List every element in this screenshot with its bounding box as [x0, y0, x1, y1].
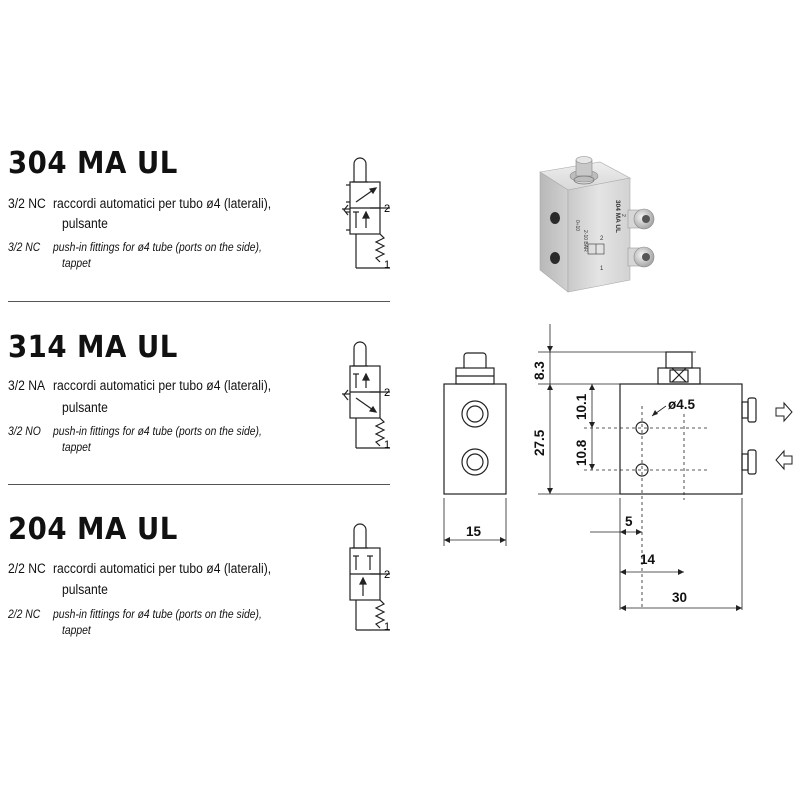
- valve-code-en: 3/2 NC: [8, 242, 41, 254]
- photo-pressure-label: 2-10 BAR: [582, 230, 588, 252]
- dim-width-30: 30: [672, 590, 688, 605]
- photo-port2-label: 2: [600, 236, 604, 242]
- dim-height-10-1: 10.1: [574, 393, 589, 420]
- description-en-line1: push-in fittings for ø4 tube (ports on the side),: [53, 242, 262, 254]
- port-2-label: 2: [384, 569, 391, 581]
- description-it-line1: raccordi automatici per tubo ø4 (laterali),: [53, 378, 272, 393]
- valve-code-it: 3/2 NC: [8, 196, 46, 211]
- product-title: 204 MA UL: [8, 512, 178, 547]
- push-in-fitting-icon: [628, 209, 654, 229]
- description-en-line1: push-in fittings for ø4 tube (ports on the side),: [53, 609, 262, 621]
- description-it-line1: raccordi automatici per tubo ø4 (laterali),: [53, 561, 272, 576]
- description-en-line2: tappet: [62, 258, 91, 270]
- dim-height-27-5: 27.5: [532, 429, 547, 456]
- port-1-label: 1: [384, 621, 391, 633]
- product-photo: [520, 140, 700, 310]
- valve-symbol-204: [320, 518, 400, 642]
- description-it: [8, 561, 271, 577]
- dim-hole-diameter: ø4.5: [668, 397, 696, 412]
- valve-code-en: 3/2 NO: [8, 426, 41, 438]
- port-2-label: 2: [384, 387, 391, 399]
- valve-code-en: 2/2 NC: [8, 609, 41, 621]
- dim-offset-14: 14: [640, 552, 656, 567]
- outlet-arrow-icon: [776, 403, 792, 421]
- inlet-arrow-icon: [776, 451, 792, 469]
- dim-width-15: 15: [466, 524, 482, 539]
- description-it-line2: pulsante: [62, 400, 108, 415]
- dimension-drawing: [420, 310, 800, 620]
- description-en: [8, 607, 262, 623]
- port-2-label: 2: [384, 203, 391, 215]
- description-en-line2: tappet: [62, 442, 91, 454]
- dim-height-10-8: 10.8: [574, 439, 589, 466]
- photo-side-label: 0÷10: [574, 220, 580, 232]
- product-title: 304 MA UL: [8, 146, 178, 181]
- description-en-line1: push-in fittings for ø4 tube (ports on the side),: [53, 426, 262, 438]
- photo-top-label: 2: [620, 214, 626, 217]
- description-en-line2: tappet: [62, 625, 91, 637]
- photo-model-label: 304 MA UL: [614, 200, 621, 233]
- valve-code-it: 2/2 NC: [8, 561, 46, 576]
- valve-code-it: 3/2 NA: [8, 378, 46, 393]
- port-1-label: 1: [384, 259, 391, 271]
- push-in-fitting-icon: [628, 247, 654, 267]
- port-1-label: 1: [384, 439, 391, 451]
- dim-height-8-3: 8.3: [532, 361, 547, 380]
- product-title: 314 MA UL: [8, 330, 178, 365]
- description-it-line2: pulsante: [62, 582, 108, 597]
- dim-offset-5: 5: [625, 514, 633, 529]
- photo-port1-label: 1: [600, 266, 604, 272]
- description-it-line2: pulsante: [62, 216, 108, 231]
- description-it-line1: raccordi automatici per tubo ø4 (laterali),: [53, 196, 272, 211]
